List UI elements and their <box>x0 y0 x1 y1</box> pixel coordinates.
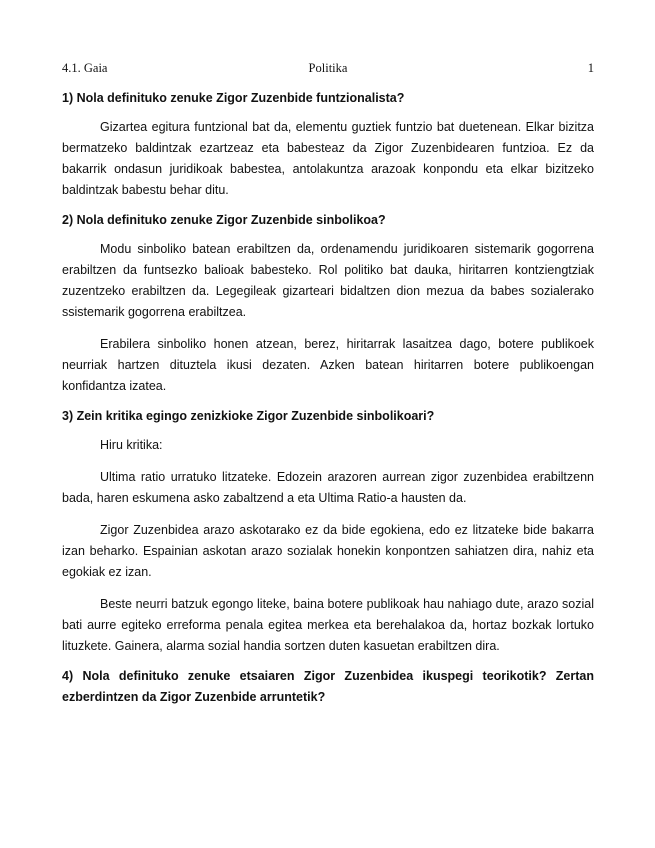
document-body <box>62 88 594 716</box>
answer-2-paragraph-2: Erabilera sinboliko honen atzean, berez, hiritarrak lasaitzea dago, botere publikoek neurriak hartzen dituztela ikusi dezaten. Azken batean hiritarren botere publikoengan konfidantza izatea. <box>62 337 594 393</box>
answer-3-paragraph-1: Ultima ratio urratuko litzateke. Edozein arazoren aurrean zigor zuzenbidea erabiltzenn bada, haren eskumena asko zabaltzend a eta Ultima Ratio-a hausten da. <box>62 470 594 505</box>
answer-3-paragraph-2: Zigor Zuzenbidea arazo askotarako ez da bide egokiena, edo ez litzateke bide bakarra izan beharko. Espainian askotan arazo sozialak honekin konpontzen sahiatzen dira, nahiz eta egokiak ez izan. <box>62 523 594 579</box>
page-number: 1 <box>587 61 594 75</box>
answer-2-paragraph-1: Modu sinboliko batean erabiltzen da, ordenamendu juridikoaren sistemarik gogorrena erabiltzen da funtsezko balioak babesteko. Rol politiko bat dauka, hiritarren kontziengtziak zuzentzeko erabiltzen da. Legegileak gizarteari bidaltzen dion mezua da babes sozialerako ssistemarik gogorrena erabiltzea. <box>62 242 594 319</box>
question-4: 4) Nola definituko zenuke etsaiaren Zigor Zuzenbidea ikuspegi teorikotik? Zertan ezberdintzen da Zigor Zuzenbide arruntetik? <box>62 669 594 704</box>
answer-3-intro: Hiru kritika: <box>100 438 163 452</box>
running-header <box>62 61 594 77</box>
chapter-label: 4.1. Gaia <box>62 61 108 75</box>
answer-1-paragraph-1: Gizartea egitura funtzional bat da, elementu guztiek funtzio bat duetenean. Elkar bizitza bermatzeko baldintzak ezartzeaz eta babesteaz da Zigor Zuzenbidearen funtzioa. Ez da bakarrik ondasun juridikoak babestea, antolakuntza arazoak konpondu eta elkar bizitzeko baldintzak babestu behar ditu. <box>62 120 594 197</box>
answer-3-paragraph-3: Beste neurri batzuk egongo liteke, baina botere publikoak hau nahiago dute, arazo sozial bati aurre egiteko erreforma penala egitea merkea eta berehalakoa da, hortaz bozkak lortuko lituzkete. Gainera, alarma sozial handia sortzen duten kasuetan erabiltzen dira. <box>62 597 594 653</box>
question-1: 1) Nola definituko zenuke Zigor Zuzenbide funtzionalista? <box>62 91 405 105</box>
question-2: 2) Nola definituko zenuke Zigor Zuzenbide sinbolikoa? <box>62 213 386 227</box>
subject-label: Politika <box>308 61 348 75</box>
question-3: 3) Zein kritika egingo zenizkioke Zigor Zuzenbide sinbolikoari? <box>62 409 435 423</box>
